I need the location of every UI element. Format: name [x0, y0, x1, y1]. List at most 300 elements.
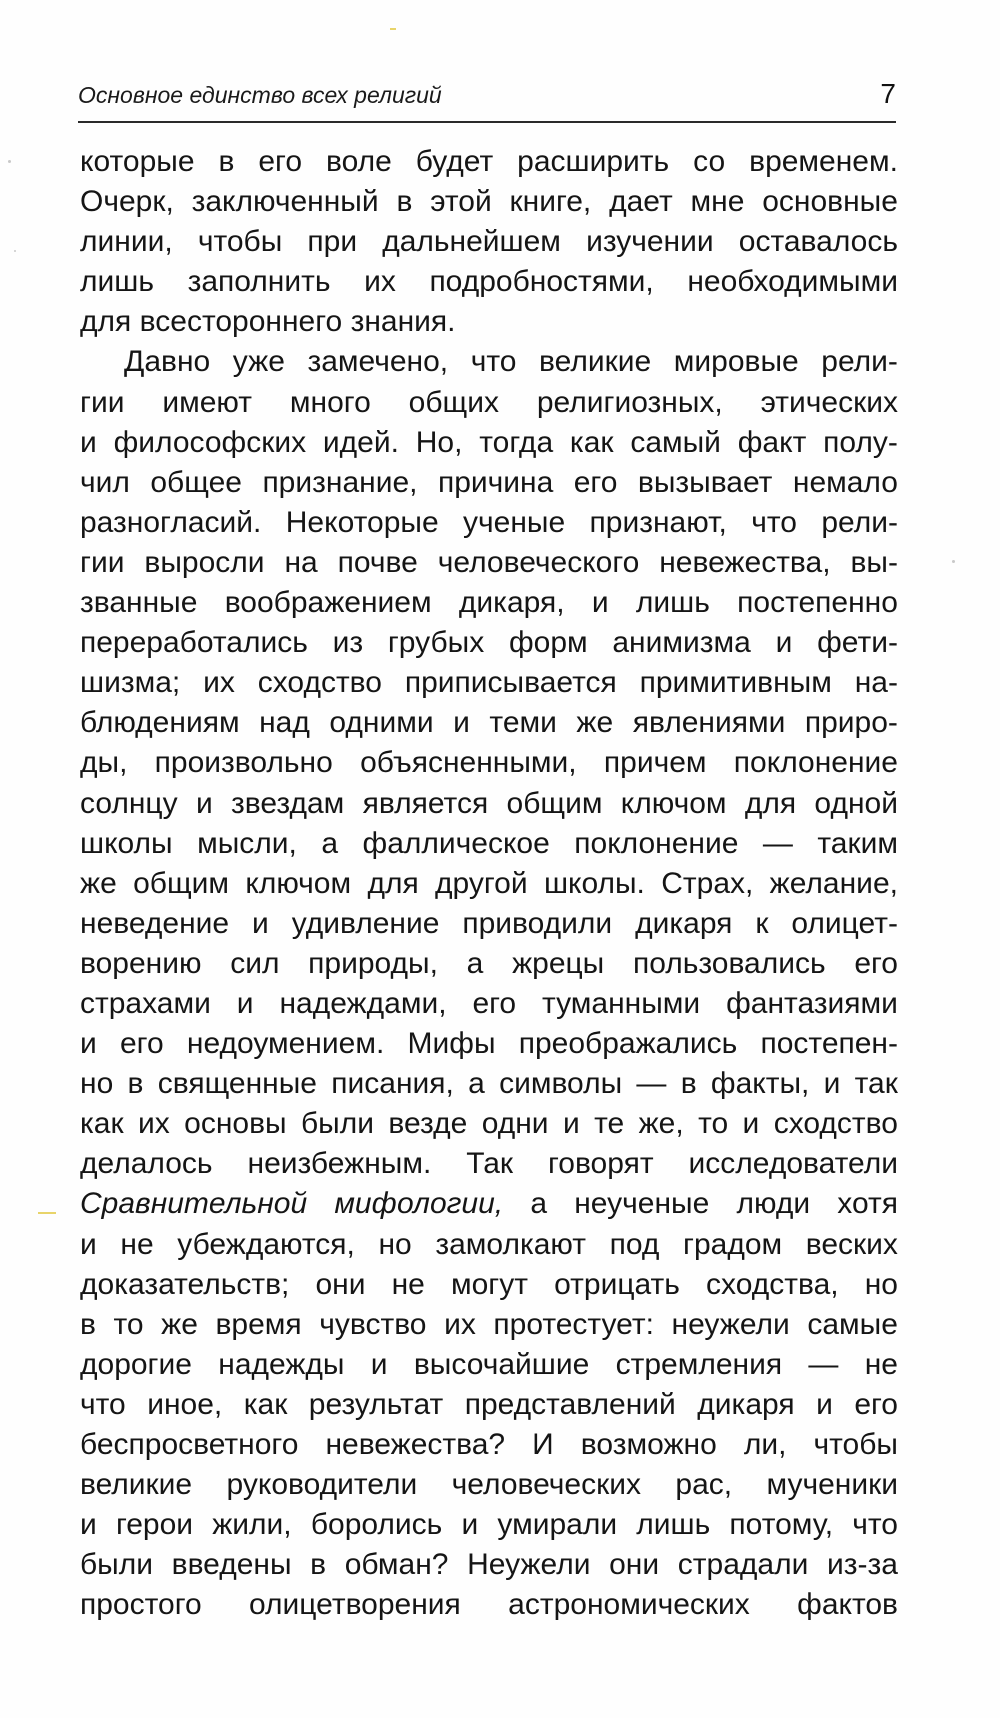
word: беспросветного: [80, 1428, 299, 1461]
word: чил: [80, 465, 130, 499]
word: произвольно: [154, 746, 333, 780]
word: а: [468, 1067, 485, 1101]
text-line: [80, 1585, 898, 1625]
word: постепенно: [737, 586, 898, 620]
scan-mark: [38, 1212, 56, 1214]
word: простого: [80, 1588, 202, 1622]
word: школы.: [543, 866, 645, 900]
word: из-за: [826, 1548, 898, 1582]
word: как: [243, 1387, 288, 1421]
word: вы-: [850, 545, 898, 579]
word: факт: [737, 425, 807, 459]
word: и: [775, 626, 793, 660]
word: которые: [80, 145, 195, 178]
text-line: [80, 623, 898, 663]
word: же: [161, 1307, 198, 1341]
text-line: [80, 423, 898, 463]
text-line: [80, 503, 898, 543]
word: школы: [80, 826, 173, 860]
word: чтобы: [813, 1428, 898, 1461]
word: же,: [638, 1107, 684, 1141]
word: лишь: [635, 586, 710, 620]
word: их: [203, 666, 235, 700]
word: и: [591, 586, 609, 620]
word: одни: [481, 1107, 549, 1141]
word: его: [258, 145, 303, 178]
word: и: [80, 1027, 97, 1061]
word: доказательств;: [80, 1267, 290, 1301]
word: сходство: [773, 1107, 898, 1141]
text-line: [80, 1465, 898, 1505]
word: воображением: [224, 586, 432, 620]
word: является: [362, 786, 489, 820]
word: ключом: [620, 786, 727, 820]
word: удивление: [291, 906, 440, 940]
word: в: [396, 185, 413, 219]
word: объясненными,: [360, 746, 577, 780]
word: общее: [150, 465, 242, 499]
word: великие: [539, 345, 652, 379]
word: —: [808, 1347, 839, 1381]
running-title: Основное единство всех религий: [78, 82, 442, 108]
word: явлениями: [632, 706, 786, 740]
word: и: [823, 1067, 841, 1101]
word: Неужели: [467, 1548, 591, 1582]
word: надеждами,: [279, 986, 447, 1020]
word: замечено,: [307, 345, 449, 379]
word: при: [307, 225, 358, 259]
word: причем: [603, 746, 707, 780]
word: и: [816, 1387, 833, 1421]
word: в: [680, 1067, 697, 1101]
word: их: [444, 1307, 476, 1341]
word: герои: [115, 1508, 194, 1542]
word: общим: [133, 866, 230, 900]
word: в: [80, 1307, 96, 1341]
word: полу-: [823, 425, 898, 459]
word: общих: [408, 385, 499, 419]
word: солнцу: [80, 786, 178, 820]
word: неученые: [574, 1187, 710, 1221]
word: ключом: [245, 866, 352, 900]
text-line: [80, 583, 898, 623]
word: замолкают: [435, 1227, 587, 1261]
word: дикаря: [697, 1387, 795, 1421]
word: и: [252, 906, 269, 940]
text-line: [80, 864, 898, 904]
word: книге,: [509, 185, 592, 219]
word: не: [864, 1347, 898, 1381]
word: и: [562, 1107, 580, 1141]
word: изучении: [586, 225, 714, 259]
text-line: [80, 1385, 898, 1425]
word: к: [755, 906, 769, 940]
word: теми: [489, 706, 557, 740]
word: другой: [435, 866, 528, 900]
word: подробностями,: [429, 265, 654, 299]
text-line: [80, 743, 898, 783]
text-line: [80, 222, 898, 262]
word: стремления: [615, 1347, 783, 1381]
word: и: [80, 425, 97, 459]
text-line: [80, 1104, 898, 1144]
word: одной: [814, 786, 898, 820]
word: сходство: [257, 666, 382, 700]
text-line: [80, 824, 898, 864]
word: его: [573, 465, 618, 499]
word: звездам: [231, 786, 345, 820]
word: боролись: [310, 1508, 443, 1542]
text-line: [80, 383, 898, 423]
word: гии: [80, 545, 125, 579]
word: Страх,: [661, 866, 754, 900]
word: Но,: [415, 425, 463, 459]
word: и: [195, 786, 213, 820]
word: могут: [451, 1267, 528, 1301]
word: мифологии,: [334, 1187, 504, 1221]
word: Давно: [124, 345, 211, 379]
word: они: [609, 1548, 660, 1582]
word: мученики: [766, 1468, 898, 1502]
word: уже: [232, 345, 285, 379]
word: неизбежным.: [247, 1147, 432, 1181]
text-line: [80, 1144, 898, 1184]
word: так: [854, 1067, 898, 1101]
word: линии,: [80, 225, 173, 259]
word: их: [364, 265, 396, 299]
text-line: [80, 663, 898, 703]
word: много: [289, 385, 371, 419]
word: и: [80, 1227, 97, 1261]
text-line: [80, 262, 898, 302]
word: лишь: [80, 265, 154, 299]
word: то: [698, 1107, 729, 1141]
word: высочайшие: [413, 1347, 590, 1381]
scan-mark: [390, 28, 396, 30]
word: и: [742, 1107, 760, 1141]
word: делалось: [80, 1147, 213, 1181]
scan-speck: [8, 160, 11, 163]
word: люди: [736, 1187, 811, 1221]
word: для: [367, 866, 419, 900]
word: не: [391, 1267, 425, 1301]
word: убеждаются,: [177, 1227, 355, 1261]
word: —: [636, 1067, 667, 1101]
word: но: [378, 1227, 412, 1261]
word: на-: [854, 666, 898, 700]
word: ворению: [80, 946, 202, 980]
word: расширить: [517, 145, 670, 178]
word: заключенный: [191, 185, 379, 219]
word: сходства,: [706, 1267, 839, 1301]
word: для: [744, 786, 797, 820]
page-number: 7: [880, 78, 896, 109]
word: воле: [325, 145, 392, 178]
word: символы: [499, 1067, 623, 1101]
word: человеческих: [451, 1468, 641, 1502]
word: говорят: [547, 1147, 654, 1181]
text-line: [80, 1184, 898, 1224]
word: астрономических: [508, 1588, 750, 1622]
word: званные: [80, 586, 198, 620]
word: страдали: [677, 1548, 809, 1582]
word: везде: [388, 1107, 468, 1141]
word: причина: [437, 465, 554, 499]
word: но: [80, 1067, 114, 1101]
word: возможно: [580, 1428, 717, 1461]
word: этических: [760, 385, 898, 419]
word: религиозных,: [536, 385, 723, 419]
word: ды,: [80, 746, 128, 780]
word: рели-: [821, 345, 898, 379]
word: на: [284, 545, 318, 579]
word: временем.: [749, 145, 898, 178]
word: в: [218, 145, 235, 178]
word: —: [762, 826, 793, 860]
word: отрицать: [554, 1267, 680, 1301]
word: как: [80, 1107, 124, 1141]
word: жрецы: [512, 946, 605, 980]
word: Очерк,: [80, 185, 174, 219]
word: над: [259, 706, 310, 740]
word: их: [137, 1107, 170, 1141]
word: постепен-: [760, 1027, 898, 1061]
word: недоумением.: [186, 1027, 385, 1061]
word: поклонение: [733, 746, 898, 780]
word: мысли,: [197, 826, 297, 860]
word: дикаря,: [458, 586, 565, 620]
word: те: [594, 1107, 625, 1141]
word: олицетворения: [249, 1588, 461, 1622]
word: для: [80, 305, 132, 339]
word: Мифы: [407, 1027, 496, 1061]
word: оставалось: [738, 225, 898, 259]
word: и: [236, 986, 254, 1020]
word: желание,: [769, 866, 898, 900]
running-head: [78, 78, 896, 118]
text-line: [80, 703, 898, 743]
word: не: [120, 1227, 154, 1261]
text-line: [80, 302, 898, 342]
word: туманными: [542, 986, 701, 1020]
word: протестует:: [493, 1307, 654, 1341]
word: таким: [817, 826, 898, 860]
word: шизма;: [80, 666, 181, 700]
word: а: [466, 946, 484, 980]
word: самый: [630, 425, 721, 459]
word: переработались: [80, 626, 308, 660]
word: преображались: [518, 1027, 738, 1061]
body-text: [80, 142, 898, 1625]
word: и: [453, 706, 470, 740]
word: вызывает: [637, 465, 773, 499]
word: но: [864, 1267, 898, 1301]
word: философских: [113, 425, 307, 459]
word: будет: [415, 145, 494, 178]
word: невежества?: [325, 1428, 506, 1461]
word: а: [530, 1187, 548, 1221]
word: приписывается: [404, 666, 617, 700]
text-line: [80, 1345, 898, 1385]
word: были: [80, 1548, 154, 1582]
text-line: [80, 784, 898, 824]
word: дикаря: [635, 906, 733, 940]
word: заполнить: [187, 265, 331, 299]
text-line: [80, 342, 898, 382]
word: что: [80, 1387, 126, 1421]
word: приро-: [804, 706, 898, 740]
word: одними: [329, 706, 434, 740]
word: что: [470, 345, 517, 379]
word: Некоторые: [285, 505, 439, 539]
word: неужели: [671, 1307, 790, 1341]
word: градом: [683, 1227, 783, 1261]
word: немало: [792, 465, 898, 499]
word: чувство: [319, 1307, 427, 1341]
word: результат: [308, 1387, 444, 1421]
word: гии: [80, 385, 125, 419]
word: они: [315, 1267, 366, 1301]
word: выросли: [144, 545, 265, 579]
word: грубых: [387, 626, 485, 660]
word: и: [461, 1508, 479, 1542]
word: признают,: [589, 505, 727, 539]
word: под: [609, 1227, 660, 1261]
word: умирали: [497, 1508, 618, 1542]
word: мне: [690, 185, 745, 219]
word: самые: [807, 1307, 898, 1341]
word: надежды: [218, 1347, 345, 1381]
word: что: [751, 505, 797, 539]
word: а: [321, 826, 339, 860]
word: из: [332, 626, 364, 660]
word: руководители: [226, 1468, 418, 1502]
word: ученые: [463, 505, 566, 539]
word: потому,: [729, 1508, 834, 1542]
word: приводили: [462, 906, 613, 940]
text-line: [80, 463, 898, 503]
word: жили,: [212, 1508, 292, 1542]
scan-speck: [952, 560, 955, 563]
text-line: [80, 944, 898, 984]
text-line: [80, 1505, 898, 1545]
word: необходимыми: [687, 265, 898, 299]
word: в: [310, 1548, 327, 1582]
word: сил: [230, 946, 280, 980]
word: введены: [171, 1548, 292, 1582]
word: природы,: [308, 946, 438, 980]
word: представлений: [464, 1387, 676, 1421]
word: поклонение: [574, 826, 739, 860]
text-line: [80, 1545, 898, 1585]
word: мировые: [673, 345, 799, 379]
word: иное,: [147, 1387, 223, 1421]
word: то: [113, 1307, 144, 1341]
word: время: [215, 1307, 302, 1341]
header-rule: [78, 121, 896, 123]
text-line: [80, 1265, 898, 1305]
word: рас,: [675, 1468, 733, 1502]
word: знания.: [350, 305, 456, 339]
word: примитивным: [639, 666, 832, 700]
word: идей.: [322, 425, 399, 459]
word: фактов: [797, 1588, 898, 1622]
word: священные: [157, 1067, 317, 1101]
word: и: [370, 1347, 388, 1381]
word: исследователи: [688, 1147, 898, 1181]
word: и: [80, 1508, 97, 1542]
scan-speck: [14, 250, 16, 252]
text-line: [80, 1425, 898, 1465]
word: со: [693, 145, 726, 178]
word: И: [532, 1428, 554, 1461]
word: дальнейшем: [382, 225, 561, 259]
word: факты,: [710, 1067, 810, 1101]
word: всестороннего: [139, 305, 343, 339]
word: писания,: [331, 1067, 454, 1101]
text-line: [80, 182, 898, 222]
word: человеческого: [437, 545, 640, 579]
text-line: [80, 1225, 898, 1265]
word: его: [120, 1027, 164, 1061]
word: лишь: [636, 1508, 711, 1542]
word: фаллическое: [362, 826, 550, 860]
word: тогда: [479, 425, 554, 459]
word: пользовались: [632, 946, 826, 980]
word: же: [576, 706, 614, 740]
word: чтобы: [197, 225, 283, 259]
word: хотя: [837, 1187, 898, 1221]
word: признание,: [262, 465, 418, 499]
word: форм: [508, 626, 588, 660]
text-line: [80, 1064, 898, 1104]
word: его: [854, 1387, 898, 1421]
word: дорогие: [80, 1347, 192, 1381]
word: веских: [805, 1227, 898, 1261]
word: Так: [466, 1147, 514, 1181]
text-line: [80, 1024, 898, 1064]
word: же: [80, 866, 117, 900]
word: ли,: [743, 1428, 787, 1461]
text-line: [80, 1305, 898, 1345]
word: имеют: [162, 385, 253, 419]
word: фети-: [817, 626, 898, 660]
word: неведение: [80, 906, 230, 940]
text-line: [80, 904, 898, 944]
word: дает: [609, 185, 673, 219]
word: что: [852, 1508, 898, 1542]
word: анимизма: [612, 626, 751, 660]
word: этой: [430, 185, 492, 219]
word: блюдениям: [80, 706, 240, 740]
word: его: [854, 946, 898, 980]
text-line: [80, 984, 898, 1024]
word: страхами: [80, 986, 211, 1020]
word: основы: [184, 1107, 287, 1141]
word: в: [127, 1067, 144, 1101]
text-line: [80, 142, 898, 182]
word: рели-: [821, 505, 898, 539]
word: обман?: [344, 1548, 449, 1582]
word: разногласий.: [80, 505, 262, 539]
word: как: [569, 425, 614, 459]
word: общим: [506, 786, 603, 820]
word: почве: [337, 545, 418, 579]
word: были: [300, 1107, 374, 1141]
text-line: [80, 543, 898, 583]
word: основные: [762, 185, 898, 219]
word: олицет-: [791, 906, 898, 940]
